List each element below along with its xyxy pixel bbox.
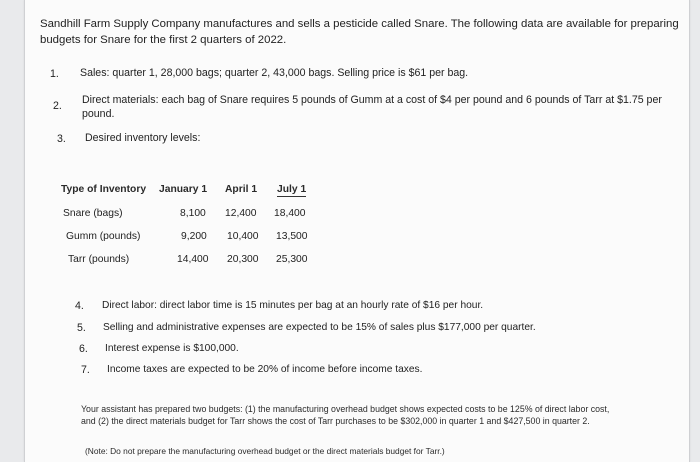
table-row-snare-jul: 18,400 [274,208,306,219]
item-1-number: 1. [50,68,59,80]
table-header-july: July 1 [277,184,307,195]
item-7-number: 7. [81,364,90,376]
item-6-number: 6. [79,343,88,355]
item-2-number: 2. [53,100,62,112]
item-6-text: Interest expense is $100,000. [105,343,239,354]
table-header-april: April 1 [225,184,258,195]
table-row-gumm-type: Gumm (pounds) [66,231,141,242]
table-row-tarr-jul: 25,300 [276,254,308,265]
assistant-budgets-paragraph: Your assistant has prepared two budgets: (1) the manufacturing overhead budget shows expected costs to be 125% of direct labor cost, and (2) the direct materials budget for Tarr shows the cost of Tarr purchases to be $302,000 in quarter 1 and $427,500 in quarter 2. [81,404,610,426]
item-3-number: 3. [57,133,66,145]
table-row-tarr-type: Tarr (pounds) [68,254,130,265]
table-row-snare-jan: 8,100 [180,208,206,219]
table-row-snare-apr: 12,400 [225,208,257,219]
note-text: (Note: Do not prepare the manufacturing overhead budget or the direct materials budget for Tarr.) [85,446,445,456]
table-row-snare-type: Snare (bags) [63,208,123,219]
table-row-gumm-apr: 10,400 [227,231,259,242]
table-row-gumm-jul: 13,500 [276,231,308,242]
item-3-text: Desired inventory levels: [85,132,201,144]
item-2-line1: Direct materials: each bag of Snare requires 5 pounds of Gumm at a cost of $4 per pound and 6 pounds of Tarr at $1.75 per [82,94,662,106]
table-row-tarr-jan: 14,400 [177,254,209,265]
item-7-text: Income taxes are expected to be 20% of income before income taxes. [107,364,423,375]
item-4-text: Direct labor: direct labor time is 15 minutes per bag at an hourly rate of $16 per hour. [102,300,484,311]
table-row-tarr-apr: 20,300 [227,254,259,265]
problem-card [24,0,690,462]
item-2-line2: pound. [82,108,115,120]
item-1-text: Sales: quarter 1, 28,000 bags; quarter 2, 43,000 bags. Selling price is $61 per bag. [80,67,469,79]
item-4-number: 4. [75,300,84,312]
intro-paragraph: Sandhill Farm Supply Company manufactures and sells a pesticide called Snare. The following data are available for preparing budgets for Snare for the first 2 quarters of 2022. [40,18,679,46]
item-5-number: 5. [77,322,86,334]
item-5-text: Selling and administrative expenses are expected to be 15% of sales plus $177,000 per quarter. [103,322,536,333]
table-row-gumm-jan: 9,200 [181,231,207,242]
table-header-type: Type of Inventory [61,184,147,195]
table-header-january: January 1 [159,184,208,195]
